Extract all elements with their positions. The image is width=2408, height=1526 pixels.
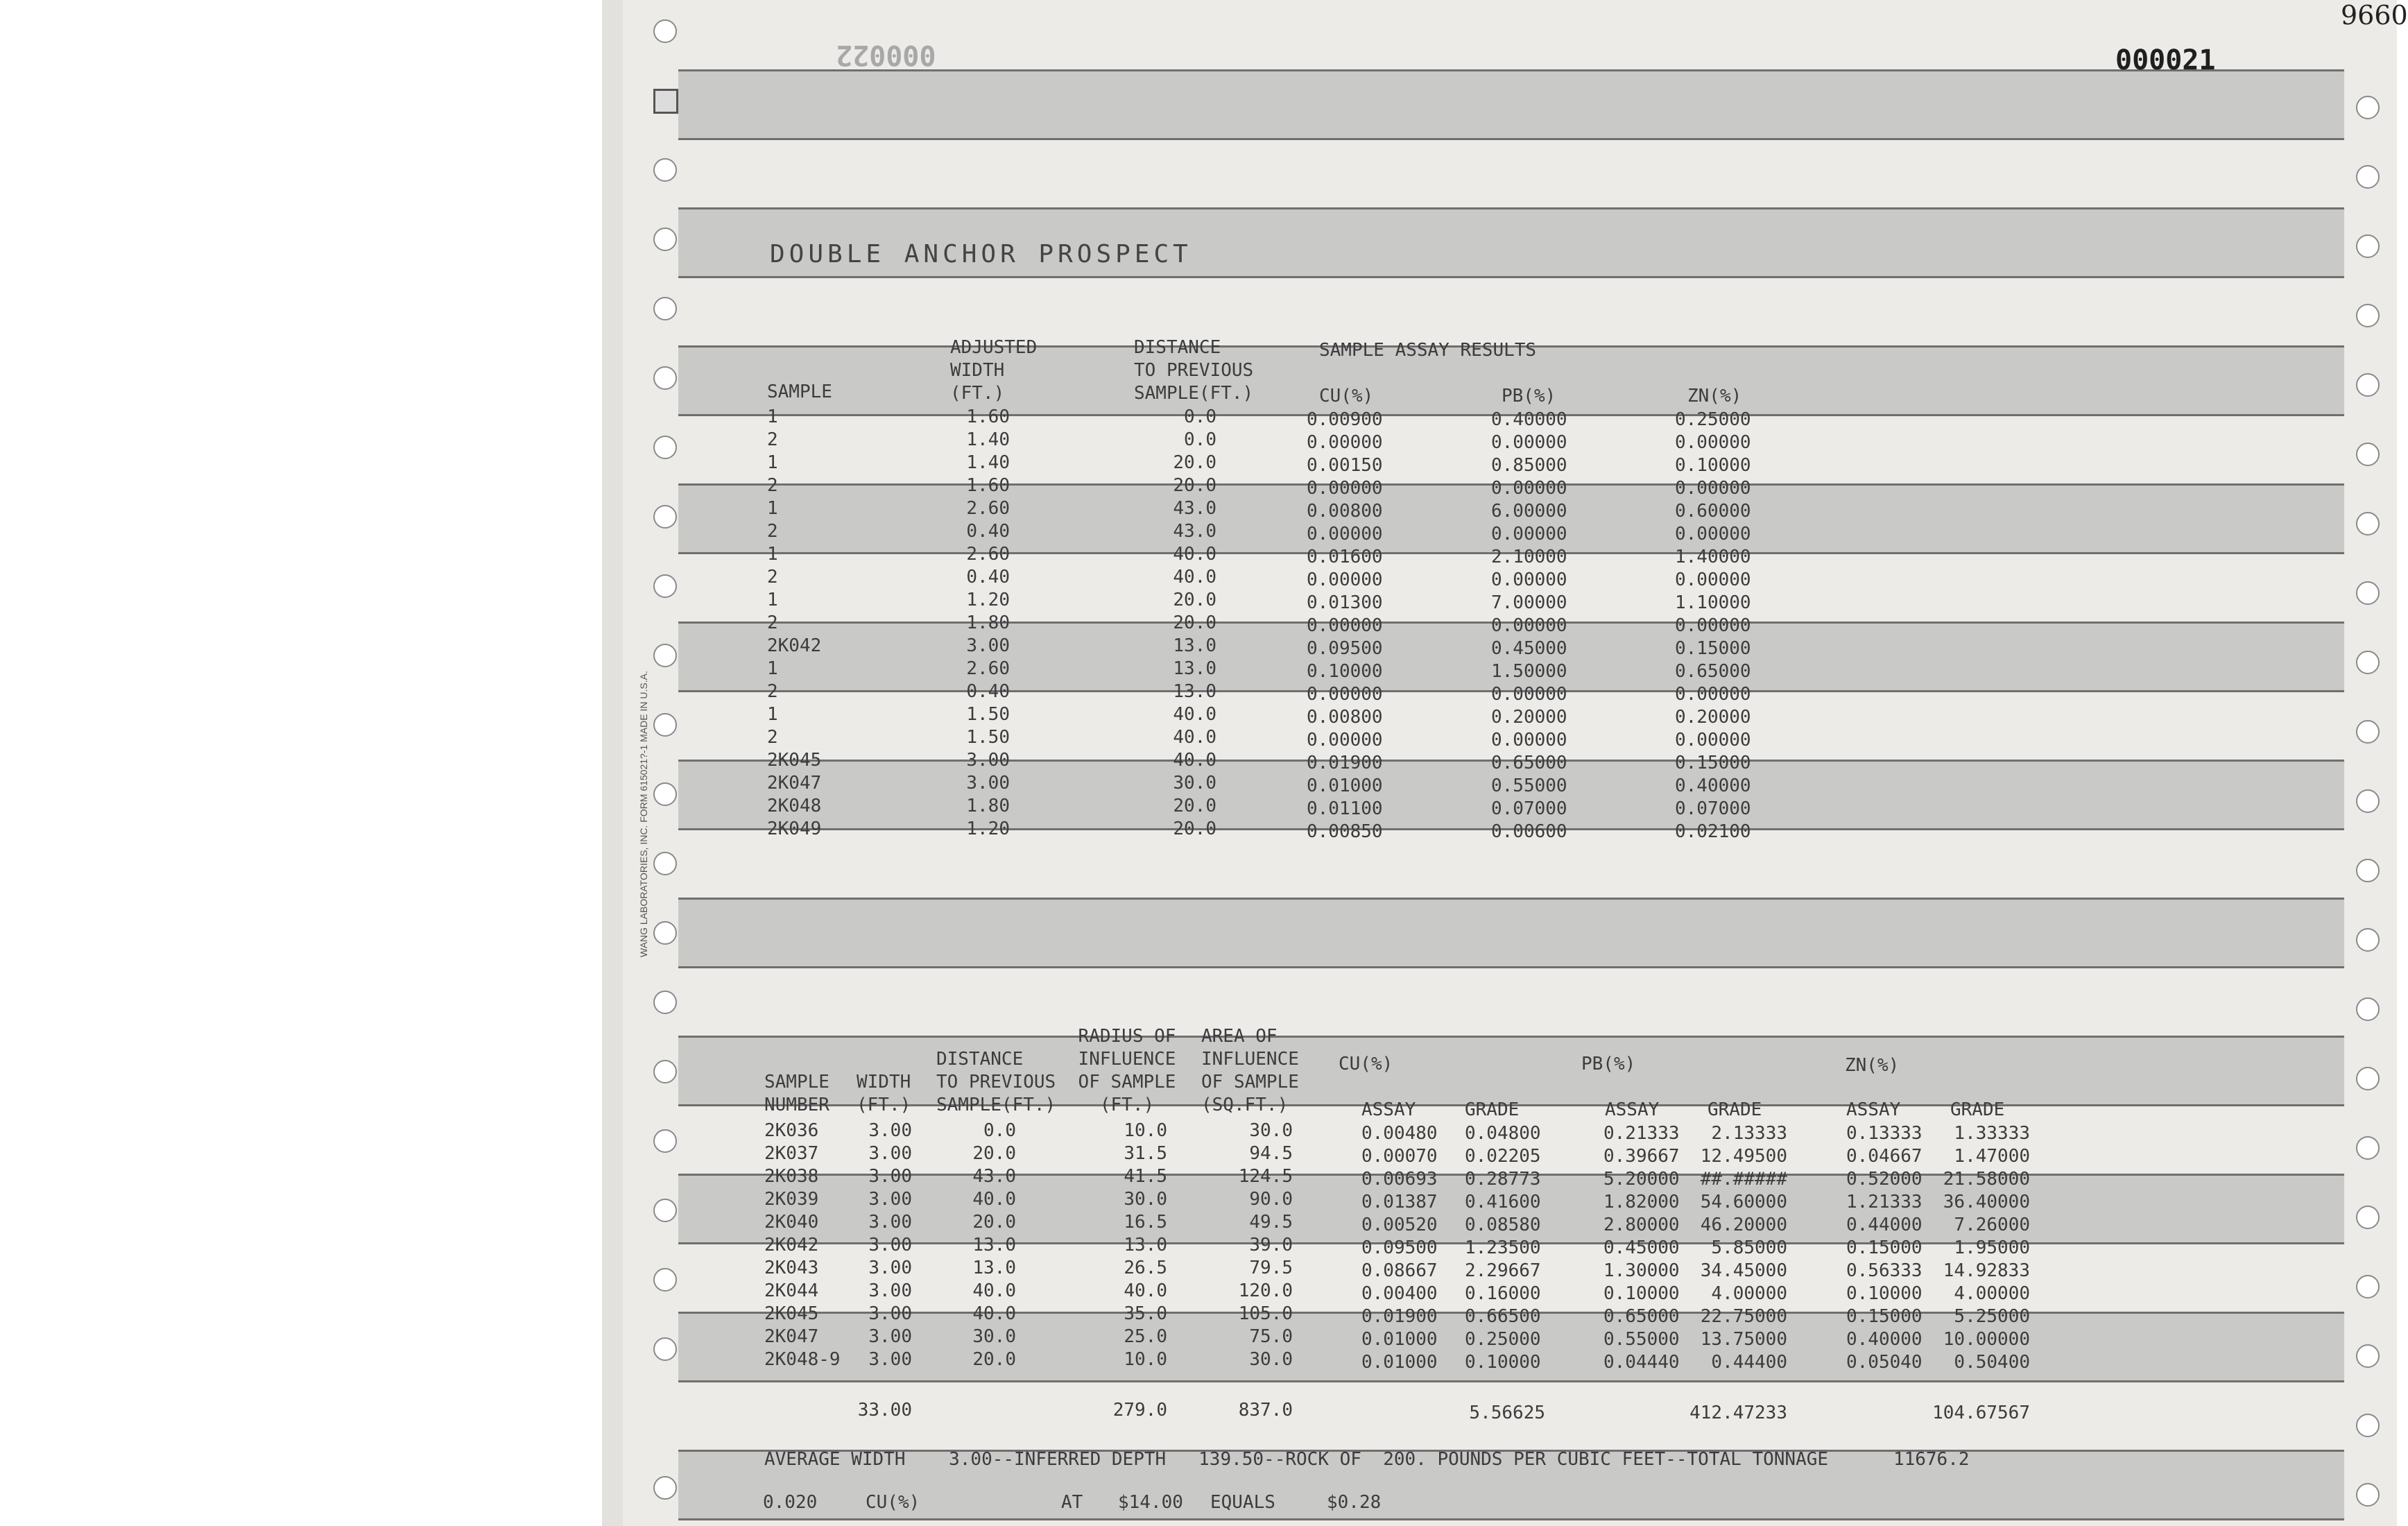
col-header-sample-number: SAMPLE NUMBER <box>764 1072 829 1115</box>
feed-hole <box>653 852 677 875</box>
col-header-cu: CU(%) <box>1339 1054 1393 1074</box>
feed-hole <box>2356 165 2380 189</box>
feed-hole <box>653 366 677 390</box>
feed-hole <box>2356 997 2380 1021</box>
feed-hole <box>2356 789 2380 813</box>
feed-hole <box>2356 1275 2380 1298</box>
col-header-zn-assay: ASSAY <box>1846 1099 1901 1120</box>
feed-hole <box>653 297 677 320</box>
cu-column: 0.00900 0.00000 0.00150 0.00000 0.00800 0.00000 0.01600 0.00000 0.01300 0.00000 0.09500 0.10000 0.00000 0.00800 0.00000 0.01900 0.01000 0.01100 0.00850 <box>1307 409 1383 842</box>
col-header-zn: ZN(%) <box>1687 386 1742 406</box>
paper-band <box>678 69 2344 140</box>
col-header-area: AREA OF INFLUENCE OF SAMPLE (SQ.FT.) <box>1201 1026 1299 1115</box>
pb-assay-column: 0.21333 0.39667 5.20000 1.82000 2.80000 0.45000 1.30000 0.10000 0.65000 0.55000 0.04440 <box>1603 1123 1680 1373</box>
col-header-width: WIDTH (FT.) <box>857 1072 911 1115</box>
feed-hole <box>2356 859 2380 882</box>
pb-grade-column: 2.13333 12.49500 ##.##### 54.60000 46.20000 5.85000 34.45000 4.00000 22.75000 13.75000 0.44400 <box>1700 1123 1787 1373</box>
col-header-cu-grade: GRADE <box>1465 1099 1520 1120</box>
form-margin-text: WANG LABORATORIES, INC. FORM 615021?-1 MADE IN U.S.A. <box>638 671 649 957</box>
feed-hole <box>653 1199 677 1222</box>
feed-hole <box>653 158 677 182</box>
paper-band <box>678 898 2344 968</box>
feed-hole <box>2356 928 2380 952</box>
feed-hole <box>2356 304 2380 327</box>
document-id: 9660 <box>2341 0 2408 31</box>
col-header-cu: CU(%) <box>1319 386 1374 406</box>
distance-column: 0.0 20.0 43.0 40.0 20.0 13.0 13.0 40.0 40.0 30.0 20.0 <box>972 1120 1016 1370</box>
col-header-zn: ZN(%) <box>1845 1055 1900 1076</box>
col-header-sample: SAMPLE <box>767 382 832 402</box>
area-column: 30.0 94.5 124.5 90.0 49.5 39.0 79.5 120.0 105.0 75.0 30.0 <box>1238 1120 1293 1370</box>
tonnage-summary-line: AVERAGE WIDTH 3.00--INFERRED DEPTH 139.50--ROCK OF 200. POUNDS PER CUBIC FEET--TOTAL TONNAGE 11676.2 <box>764 1449 1970 1470</box>
pb-column: 0.40000 0.00000 0.85000 0.00000 6.00000 0.00000 2.10000 0.00000 7.00000 0.00000 0.45000 1.50000 0.00000 0.20000 0.00000 0.65000 0.55000 0.07000 0.00600 <box>1491 409 1567 842</box>
registration-square <box>653 89 678 114</box>
feed-hole <box>653 19 677 43</box>
total-cu-grade: 5.56625 <box>1469 1403 1545 1423</box>
feed-hole <box>653 1476 677 1500</box>
col-header-assay-results: SAMPLE ASSAY RESULTS <box>1319 340 1537 361</box>
feed-hole <box>653 644 677 667</box>
value-grade: 0.020 <box>763 1492 818 1513</box>
feed-hole <box>653 782 677 806</box>
bleed-through-stamp: 000022 <box>836 39 936 71</box>
feed-hole <box>2356 234 2380 258</box>
feed-hole <box>653 1060 677 1083</box>
total-area: 837.0 <box>1238 1400 1293 1421</box>
total-pb-grade: 412.47233 <box>1689 1403 1787 1423</box>
feed-hole <box>2356 1414 2380 1437</box>
feed-hole <box>653 1268 677 1292</box>
feed-hole <box>2356 512 2380 535</box>
width-column: 1.60 1.40 1.40 1.60 2.60 0.40 2.60 0.40 1.20 1.80 3.00 2.60 0.40 1.50 1.50 3.00 3.00 1.80 1.20 <box>966 406 1010 839</box>
feed-hole <box>2356 581 2380 605</box>
feed-hole <box>2356 651 2380 674</box>
value-metal: CU(%) <box>866 1492 920 1513</box>
feed-hole <box>653 228 677 251</box>
feed-hole <box>653 1337 677 1361</box>
col-header-adjusted-width: ADJUSTED WIDTH (FT.) <box>950 337 1038 404</box>
radius-column: 10.0 31.5 41.5 30.0 16.5 13.0 26.5 40.0 35.0 25.0 10.0 <box>1124 1120 1167 1370</box>
feed-hole <box>653 436 677 459</box>
total-zn-grade: 104.67567 <box>1932 1403 2030 1423</box>
feed-hole <box>2356 1067 2380 1090</box>
col-header-pb-assay: ASSAY <box>1605 1099 1660 1120</box>
zn-column: 0.25000 0.00000 0.10000 0.00000 0.60000 0.00000 1.40000 0.00000 1.10000 0.00000 0.15000 0.65000 0.00000 0.20000 0.00000 0.15000 0.40000 0.07000 0.02100 <box>1675 409 1751 842</box>
col-header-distance: DISTANCE TO PREVIOUS SAMPLE(FT.) <box>936 1049 1056 1115</box>
col-header-radius: RADIUS OF INFLUENCE OF SAMPLE (FT.) <box>1078 1026 1176 1115</box>
value-price: $14.00 <box>1118 1492 1183 1513</box>
col-header-pb: PB(%) <box>1502 386 1556 406</box>
value-at: AT <box>1061 1492 1083 1513</box>
distance-column: 0.0 0.0 20.0 20.0 43.0 43.0 40.0 40.0 20.0 20.0 13.0 13.0 13.0 40.0 40.0 40.0 30.0 20.0 20.0 <box>1173 406 1216 839</box>
feed-hole <box>653 505 677 529</box>
feed-hole <box>2356 443 2380 466</box>
feed-hole <box>2356 1344 2380 1368</box>
feed-hole <box>2356 96 2380 119</box>
feed-hole <box>2356 1483 2380 1507</box>
value-result: $0.28 <box>1327 1492 1382 1513</box>
sample-column: 1 2 1 2 1 2 1 2 1 2 2K042 1 2 1 2 2K045 2K047 2K048 2K049 <box>767 406 822 839</box>
paper-band <box>678 1036 2344 1106</box>
width-column: 3.00 3.00 3.00 3.00 3.00 3.00 3.00 3.00 3.00 3.00 3.00 <box>868 1120 912 1370</box>
feed-hole <box>653 991 677 1014</box>
col-header-pb-grade: GRADE <box>1708 1099 1762 1120</box>
feed-hole <box>653 713 677 737</box>
total-radius: 279.0 <box>1112 1400 1167 1421</box>
feed-hole <box>653 574 677 598</box>
feed-hole <box>653 921 677 945</box>
total-width: 33.00 <box>857 1400 912 1421</box>
feed-hole <box>2356 373 2380 397</box>
value-equals: EQUALS <box>1210 1492 1275 1513</box>
feed-hole <box>2356 1206 2380 1229</box>
zn-grade-column: 1.33333 1.47000 21.58000 36.40000 7.26000 1.95000 14.92833 4.00000 5.25000 10.00000 0.50400 <box>1943 1123 2030 1373</box>
col-header-distance: DISTANCE TO PREVIOUS SAMPLE(FT.) <box>1134 337 1254 404</box>
page-number-stamp: 000021 <box>2115 44 2216 76</box>
col-header-cu-assay: ASSAY <box>1361 1099 1416 1120</box>
zn-assay-column: 0.13333 0.04667 0.52000 1.21333 0.44000 0.15000 0.56333 0.10000 0.15000 0.40000 0.05040 <box>1846 1123 1923 1373</box>
cu-assay-column: 0.00480 0.00070 0.00693 0.01387 0.00520 0.09500 0.08667 0.00400 0.01900 0.01000 0.01000 <box>1361 1123 1438 1373</box>
feed-hole <box>2356 1136 2380 1160</box>
col-header-pb: PB(%) <box>1581 1054 1636 1074</box>
report-title: DOUBLE ANCHOR PROSPECT <box>770 240 1192 268</box>
sample-number-column: 2K036 2K037 2K038 2K039 2K040 2K042 2K043 2K044 2K045 2K047 2K048-9 <box>764 1120 841 1370</box>
col-header-zn-grade: GRADE <box>1950 1099 2005 1120</box>
feed-hole <box>2356 720 2380 744</box>
feed-hole <box>653 1129 677 1153</box>
tractor-feed-strip <box>602 0 623 1526</box>
cu-grade-column: 0.04800 0.02205 0.28773 0.41600 0.08580 1.23500 2.29667 0.16000 0.66500 0.25000 0.10000 <box>1465 1123 1541 1373</box>
